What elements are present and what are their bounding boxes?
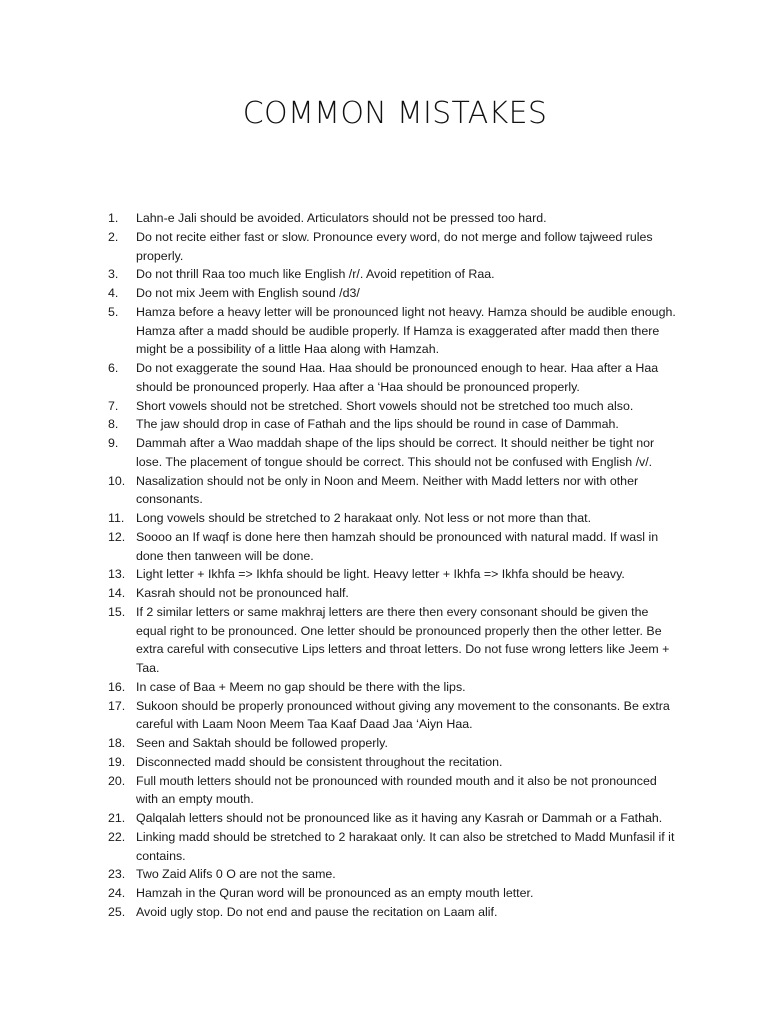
list-item [108,472,680,510]
item-text: Hamzah in the Quran word will be pronounced as an empty mouth letter. [136,886,534,900]
item-number: 4. [108,286,119,300]
item-text: In case of Baa + Meem no gap should be there with the lips. [136,679,466,694]
list-item [108,228,680,266]
list-item [108,359,680,397]
list-item [108,678,680,697]
list-item [108,753,680,772]
item-text: Nasalization should not be only in Noon and Meem. Neither with Madd letters nor with other consonants. [136,473,639,507]
item-number: 22. [108,829,126,844]
item-number: 1. [108,211,119,225]
item-number: 19. [108,754,126,769]
item-text: Dammah after a Wao maddah shape of the lips should be correct. It should neither be tight nor lose. The placement of tongue should be correct. This should not be confused with English /v/. [136,436,655,469]
item-number: 14. [108,586,126,600]
item-number: 13. [108,567,126,582]
item-text: The jaw should drop in case of Fathah and the lips should be round in case of Dammah. [136,417,619,432]
item-number: 16. [108,679,126,694]
item-text: Linking madd should be stretched to 2 harakaat only. It can also be stretched to Madd Munfasil if it contains. [136,829,675,863]
list-item [108,284,680,303]
item-number: 21. [108,811,126,825]
list-item [108,434,680,472]
list-item [108,828,680,866]
list-item [108,209,680,228]
list-item [108,565,680,584]
item-text: Short vowels should not be stretched. Short vowels should not be stretched too much also. [136,398,634,413]
page-title: COMMON MISTAKES [242,96,548,131]
list-item [108,734,680,753]
item-number: 25. [108,904,126,919]
item-text: Light letter + Ikhfa => Ikhfa should be light. Heavy letter + Ikhfa => Ikhfa should be heavy. [136,567,625,582]
list-item [108,903,680,922]
item-number: 2. [108,229,119,244]
item-text: Full mouth letters should not be pronounced with rounded mouth and it also be not pronounced with an empty mouth. [136,773,657,807]
item-number: 20. [108,773,126,788]
item-text: Kasrah should not be pronounced half. [136,586,349,600]
item-number: 10. [108,473,126,488]
item-text: Do not mix Jeem with English sound /d3/ [136,286,360,300]
item-number: 23. [108,867,126,882]
item-number: 12. [108,529,126,544]
list-item [108,584,680,603]
list-item [108,265,680,284]
item-number: 15. [108,604,126,619]
item-number: 3. [108,267,119,282]
list-item [108,509,680,528]
item-text: Do not recite either fast or slow. Pronounce every word, do not merge and follow tajweed rules properly. [136,229,653,263]
list-item [108,603,680,678]
mistakes-list [108,209,680,922]
item-text: Do not exaggerate the sound Haa. Haa should be pronounced enough to hear. Haa after a Haa should be pronounced properly. Haa after a ‘Haa should be pronounced properly. [136,361,659,394]
item-number: 11. [108,511,125,525]
item-text: If 2 similar letters or same makhraj letters are there then every consonant should be given the equal right to be pronounced. One letter should be pronounced properly then the other letter. Be extra careful with consecutive Lips letters and throat letters. Do not fuse wrong letters like Jeem + Taa. [136,604,670,675]
list-item [108,303,680,359]
list-item [108,697,680,735]
item-number: 6. [108,361,119,375]
item-text: Sukoon should be properly pronounced without giving any movement to the consonants. Be extra careful with Laam Noon Meem Taa Kaaf Daad Jaa ‘Aiyn Haa. [136,698,670,732]
list-item [108,397,680,416]
item-text: Hamza before a heavy letter will be pronounced light not heavy. Hamza should be audible enough. Hamza after a madd should be audible properly. If Hamza is exaggerated after madd then there might be a possibility of a little Haa along with Hamzah. [136,304,676,357]
item-number: 7. [108,398,119,413]
item-text: Seen and Saktah should be followed properly. [136,736,388,750]
item-text: Do not thrill Raa too much like English /r/. Avoid repetition of Raa. [136,267,495,282]
item-number: 17. [108,698,126,713]
item-text: Qalqalah letters should not be pronounced like as it having any Kasrah or Dammah or a Fathah. [136,811,663,825]
item-number: 24. [108,886,126,900]
list-item [108,528,680,566]
list-item [108,415,680,434]
item-number: 9. [108,436,119,450]
item-text: Long vowels should be stretched to 2 harakaat only. Not less or not more than that. [136,511,592,525]
list-item [108,884,680,903]
item-number: 5. [108,304,119,319]
item-text: Avoid ugly stop. Do not end and pause the recitation on Laam alif. [136,904,498,919]
item-text: Disconnected madd should be consistent throughout the recitation. [136,754,503,769]
list-item [108,809,680,828]
item-text: Two Zaid Alifs 0 O are not the same. [136,867,336,882]
item-number: 8. [108,417,119,432]
item-number: 18. [108,736,126,750]
list-item [108,772,680,810]
item-text: Soooo an If waqf is done here then hamzah should be pronounced with natural madd. If wasl in done then tanween will be done. [136,529,659,563]
item-text: Lahn-e Jali should be avoided. Articulators should not be pressed too hard. [136,211,547,225]
list-item [108,865,680,884]
